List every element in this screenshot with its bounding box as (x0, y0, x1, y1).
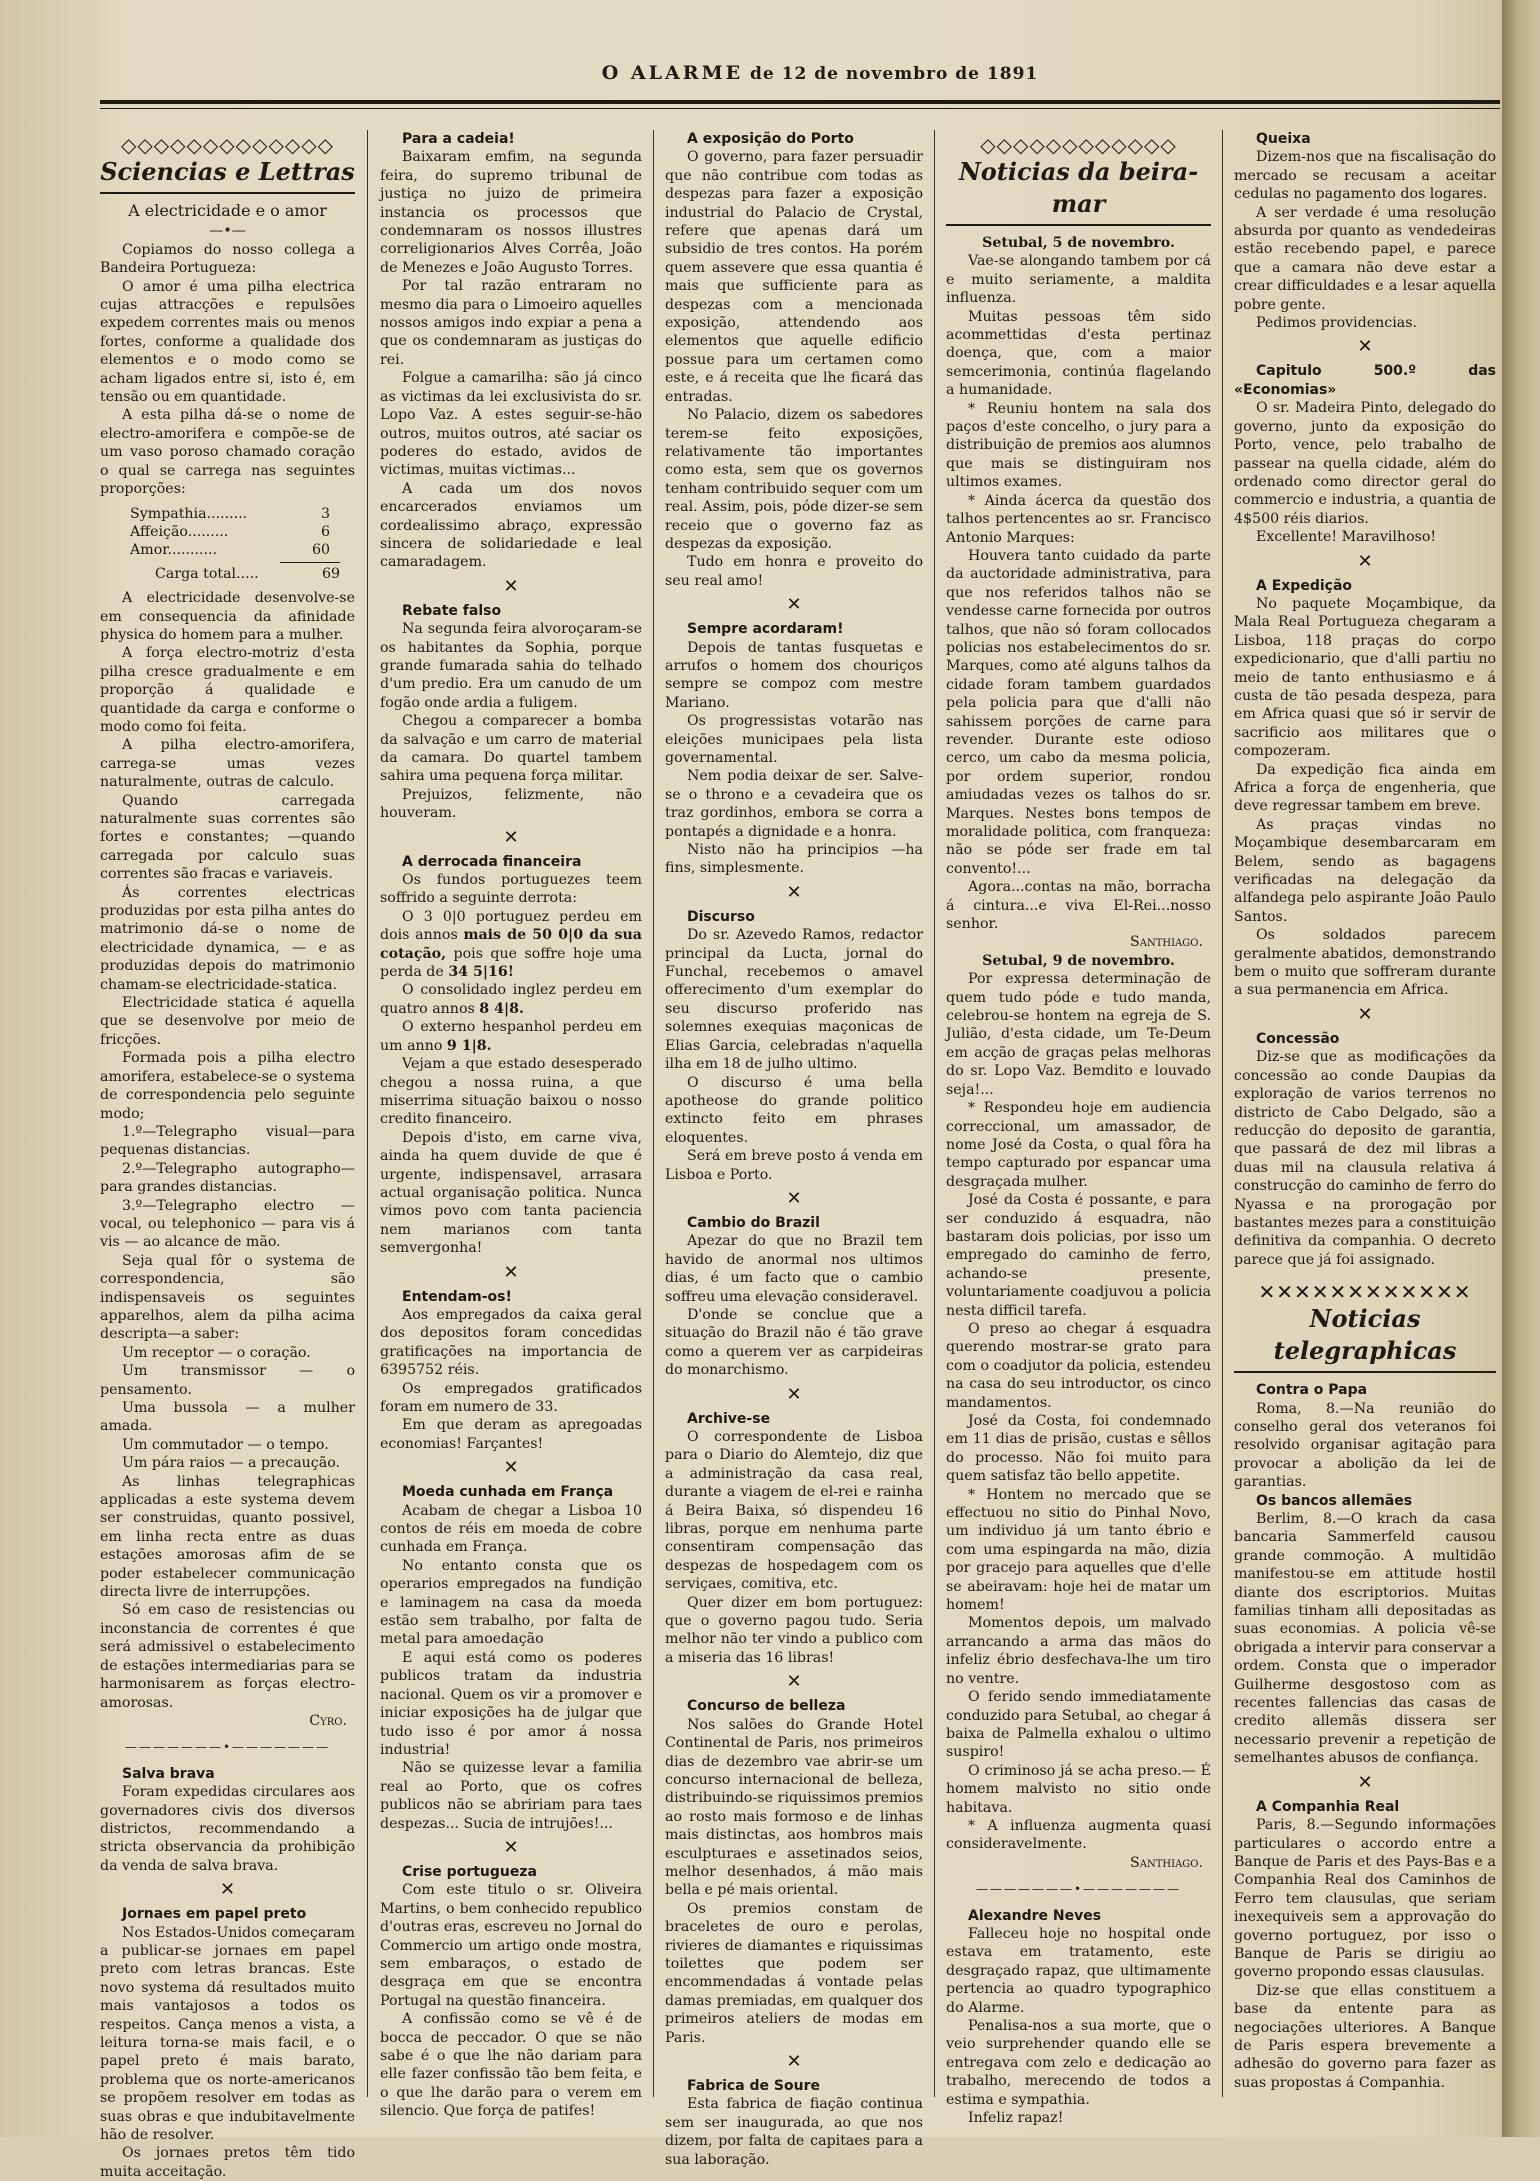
paragraph: O governo, para fazer persuadir que não contribue com todas as despezas para fazer a exposição industrial do Palacio de Crystal, refere que apenas dará um subsidio de tres contos. Ha porém quem assevere que essa quantia é mais que sufficiente para as despezas com a mencionada exposição, attendendo aos elementos que aquelle edificio possue para um certamen como este, e á receita que lhe ficará das entradas. (665, 149, 923, 405)
list-item: Um receptor — o coração. (122, 1344, 311, 1361)
paragraph: Baixaram emfim, na segunda feira, do supremo tribunal de justiça no juizo de primeira instancia os processos que condemnaram os nossos illustres correligionarios Alves Corrêa, João de Menezes e João Augusto Torres. (380, 149, 642, 276)
paragraph: D'onde se conclue que a situação do Brazil não é tão grave como a querem ver as carpideiras do monarchismo. (665, 1306, 923, 1379)
paragraph: O discurso é uma bella apotheose do grande politico extincto feito em phrases eloquentes. (665, 1074, 923, 1146)
paragraph: Acabam de chegar a Lisboa 10 contos de réis em moeda de cobre cunhada em França. (380, 1502, 642, 1556)
cross-divider: ✕ (786, 594, 802, 616)
paragraph: Depois d'isto, em carne viva, ainda ha quem duvide de que é urgente, indispensavel, arrasara actual organisação politica. Nunca vimos povo com tanta paciencia nem marianos com tanta semvergonha! (380, 1129, 642, 1257)
paragraph: Vae-se alongando tambem por cá e muito seriamente, a maldita influenza. (946, 253, 1211, 307)
article-heading: Contra o Papa (1256, 1382, 1368, 1399)
paragraph: Depois de tantas fusquetas e arrufos o homem dos chouriços sempre se compoz com mestre Mariano. (665, 639, 923, 711)
paragraph: Infeliz rapaz! (968, 2110, 1064, 2127)
paragraph: O correspondente de Lisboa para o Diario do Alemtejo, diz que a administração da casa real, durante a viagem de el-rei e rainha á Beira Baixa, só dispendeu 16 libras, porque em nenhuma parte consentiram compensação das despezas de hospedagem com os serviçaes, comitiva, etc. (665, 1429, 923, 1593)
paragraph: * Reuniu hontem na sala dos paços d'este concelho, o jury para a distribuição de premios aos alumnos que mais se distinguiram nos ultimos exames. (946, 400, 1211, 491)
paragraph: Paris, 8.—Segundo informações particulares o accordo entre a Banque de Paris et des Pays-Bas e a Companhia Real dos Caminhos de Ferro tem clausulas, que seriam inexequiveis sem a approvação do governo portuguez, por isso o Banque de Paris se dirigiu ao governo propondo essas clausulas. (1234, 1817, 1496, 1981)
section-title: Noticias da beira-mar (946, 156, 1211, 226)
paragraph: A força electro-motriz d'esta pilha cresce gradualmente e em proporção á qualidade e quantidade da carga e conforme o modo como foi feita. (100, 645, 355, 735)
paragraph: Os fundos portuguezes teem soffrido a seguinte derrota: (380, 872, 642, 907)
dateline: Setubal, 9 de novembro. (982, 952, 1175, 969)
signature: Cyro. (309, 1712, 347, 1729)
paragraph: Os progressistas votarão nas eleições municipaes pela lista governamental. (665, 713, 923, 766)
cross-divider: ✕ (786, 1187, 802, 1209)
paragraph: 3.º—Telegrapho electro — vocal, ou telephonico — para vis á vis — ao alcance de mão. (100, 1197, 355, 1251)
article-heading: Concessão (1256, 1030, 1340, 1047)
paragraph: Houvera tanto cuidado da parte da auctoridade administrativa, para que nos referidos talhos não se vendesse carne fornecida por outros talhos, que não só foram collocados policias nos estabelecimentos do sr. Marques, como até alguns talhos da cidade foram tambem guardados pela policia para que d'alli não sahissem porções de carne para revender. Durante este odioso cerco, um cabo da mesma policia, por ordem superior, rondou amiudadas vezes os talhos do sr. Marques. Nestes bons tempos de moralidade politica, com franqueza: não se póde ser frade em tal convento!... (946, 547, 1211, 877)
section-header (100, 134, 355, 194)
cross-divider: ✕ (1357, 1003, 1373, 1025)
cross-divider: ✕ (503, 1261, 519, 1283)
paragraph: Tudo em honra e proveito do seu real amo! (665, 554, 923, 589)
paragraph: O ferido sendo immediatamente conduzido para Setubal, ao chegar á baixa de Palmella exhalou o ultimo suspiro! (946, 1689, 1211, 1761)
paragraph: * A influenza augmenta quasi consideravelmente. (946, 1817, 1211, 1853)
paragraph: Ás correntes electricas produzidas por esta pilha antes do matrimonio dá-se o nome de electricidade dynamica, — e as produzidas depois do matrimonio chamam-se electricidade-statica. (100, 884, 355, 993)
paragraph: Apezar do que no Brazil tem havido de anormal nos ultimos dias, é um facto que o cambio soffreu uma elevação consideravel. (665, 1233, 923, 1305)
column-3 (665, 130, 923, 2168)
section-header (1234, 1281, 1496, 1373)
paragraph: Penalisa-nos a sua morte, que o veio surprehender quando elle se entregava com zelo e dedicação ao trabalho, merecendo de todos a estima e sympathia. (946, 2018, 1211, 2108)
list-item: Uma bussola — a mulher amada. (100, 1400, 355, 1435)
paragraph: Da expedição fica ainda em Africa a força de engenheria, que deve regressar tambem em breve. (1234, 761, 1496, 815)
paragraph: Nem podia deixar de ser. Salve-se o throno e a cevadeira que os traz gordinhos, embora se corra a pontapés a dignidade e a honra. (665, 768, 923, 840)
cross-divider: ✕ (503, 1836, 519, 1858)
paragraph: Agora...contas na mão, borracha á cintura...e viva El-Rei...nosso senhor. (946, 879, 1211, 933)
article-heading: Cambio do Brazil (687, 1214, 820, 1231)
paragraph: A pilha electro-amorifera, carrega-se umas vezes naturalmente, outras de calculo. (100, 737, 355, 791)
column-divider (934, 130, 935, 2097)
paragraph: Em que deram as apregoadas economias! Farçantes! (380, 1417, 642, 1452)
small-divider: —•— (209, 223, 246, 240)
paragraph: Os empregados gratificados foram em numero de 33. (380, 1380, 642, 1415)
paragraph: Copiamos do nosso collega a Bandeira Portugueza: (100, 241, 355, 277)
paragraph: 1.º—Telegrapho visual—para pequenas distancias. (100, 1123, 355, 1159)
paragraph: No paquete Moçambique, da Mala Real Portugueza chegaram a Lisboa, 118 praças do corpo expedicionario, que d'alli partiu no meio de tanto enthusiasmo e á custa de tão pesada despeza, para em Africa quasi que só ir servir de sacrificio aos militares que o compozeram. (1234, 595, 1496, 760)
ornament-row: ◇◇◇◇◇◇◇◇◇◇◇◇ (980, 133, 1177, 157)
paragraph: Aos empregados da caixa geral dos depositos foram concedidas gratificações na importancia de 6395752 réis. (380, 1306, 642, 1379)
paragraph: * Respondeu hoje em audiencia correccional, um amassador, de nome José da Costa, o qual fôra ha tempo capturado por espancar uma desgraçada mulher. (946, 1100, 1211, 1190)
paragraph: Formada pois a pilha electro amorifera, estabelece-se o systema de correspondencia pelo seguinte modo; (100, 1050, 355, 1122)
paragraph: Foram expedidas circulares aos governadores civis dos diversos districtos, recommendando a stricta observancia da prohibição da venda de salva brava. (100, 1784, 355, 1874)
paragraph: Na segunda feira alvoroçaram-se os habitantes da Sophia, porque grande fumarada sahia do telhado d'um predio. Era um canudo de um fogão onde ardia a fuligem. (380, 621, 642, 711)
paragraph: No Palacio, dizem os sabedores terem-se feito exposições, relativamente tão importantes como esta, sem que os governos tenham contribuido sequer com um real. Assim, pois, póde dizer-se sem receio que o governo faz as despezas da exposição. (665, 407, 923, 552)
article-heading: Os bancos allemães (1256, 1492, 1413, 1509)
paragraph: Berlim, 8.—O krach da casa bancaria Sammerfeld causou grande commoção. A multidão manifestou-se em attitude hostil diante dos escriptorios. Muitas familias tinham alli depositadas as suas economias. A policia vê-se obrigada a intervir para conservar a ordem. Consta que o imperador Guilherme desgostoso com as recentes fallencias das casas de credito allemãs dissera ser necessario prevenir a repetição de semelhantes abusos de confiança. (1234, 1511, 1496, 1767)
article-heading: A derrocada financeira (402, 853, 582, 870)
list-item: Um commutador — o tempo. (122, 1436, 329, 1453)
paragraph: A ser verdade é uma resolução absurda por quanto as vendedeiras estão recebendo papel, e parece que a camara não deve estar a crear difficuldades e a lesar aquella pobre gente. (1234, 204, 1496, 313)
masthead-title: O ALARME (601, 62, 744, 84)
article-heading: Salva brava (122, 1765, 215, 1782)
table-rule (280, 562, 340, 563)
article-heading: Entendam-os! (402, 1288, 512, 1305)
list-item: Um transmissor — o pensamento. (100, 1363, 355, 1398)
column-divider (653, 130, 654, 2097)
article-heading: Para a cadeia! (402, 131, 515, 147)
article-heading: Queixa (1256, 131, 1311, 147)
signature: Santhiago. (1130, 1854, 1203, 1871)
cross-divider: ✕ (503, 826, 519, 848)
table-row: Sympathia......... 3 (130, 505, 330, 522)
paragraph: No entanto consta que os operarios empregados na fundição e laminagem na casa da moeda estão sem trabalho, por falta de metal para amoedação (380, 1557, 642, 1648)
cross-divider: ✕ (786, 1383, 802, 1405)
paragraph: Os soldados parecem geralmente abatidos, demonstrando bem o muito que soffreram durante a sua permanencia em Africa. (1234, 927, 1496, 999)
article-heading: Capitulo 500.º das «Economias» (1234, 363, 1496, 398)
cross-divider: ✕ (219, 1879, 236, 1901)
cross-divider: ✕ (786, 881, 802, 903)
article-heading: Jornaes em papel preto (122, 1906, 307, 1923)
cross-divider: ✕ (786, 1671, 802, 1693)
article-heading: Sempre acordaram! (687, 621, 844, 638)
article-heading: Fabrica de Soure (687, 2078, 820, 2094)
paragraph: Electricidade statica é aquella que se desenvolve por meio de fricções. (100, 995, 355, 1048)
cross-divider: ✕ (503, 1457, 519, 1479)
paragraph: Prejuizos, felizmente, não houveram. (380, 786, 642, 822)
paragraph: As linhas telegraphicas applicadas a este systema devem ser construidas, quanto possivel, em linha recta entre as duas estações amorosas afim de se poder estabelecer communicação directa livre de interrupções. (100, 1473, 355, 1601)
article-heading: Discurso (687, 908, 755, 925)
paragraph: As praças vindas no Moçambique desembarcaram em Belem, sendo as bagagens verificadas na delegação da alfandega pelo aspirante João Paulo Santos. (1234, 816, 1496, 925)
paragraph: O externo hespanhol perdeu em um anno 9 1|8. (380, 1019, 642, 1054)
paragraph: Por expressa determinação de quem tudo póde e tudo manda, celebrou-se hontem na egreja de S. Julião, d'esta cidade, um Te-Deum em acção de graças pelas melhoras do sr. Lopo Vaz. Bemdito e louvado seja!... (946, 971, 1211, 1098)
section-header (946, 134, 1211, 226)
paragraph: 2.º—Telegrapho autographo—para grandes distancias. (100, 1160, 355, 1196)
column-1 (100, 130, 355, 2180)
paragraph: Nos salões do Grande Hotel Continental de Paris, nos primeiros dias de dezembro vae abrir-se um concurso internacional de belleza, distribuindo-se riquissimos premios ao rosto mais formoso e de linhas mais distinctas, aos hombros mais esculpturaes e assetinados seios, melhor desenhados, á mão mais bella e pé mais oriental. (665, 1716, 923, 1899)
paragraph: Não se quizesse levar a familia real ao Porto, que os cofres publicos não se abririam para taes despezas... Sucia de intrujões!... (380, 1760, 642, 1832)
paragraph: José da Costa é possante, e para ser conduzido á esquadra, não bastaram dois policias, por isso um empregado do caminho de ferro, achando-se presente, voluntariamente coadjuvou a policia nesta difficil tarefa. (946, 1192, 1211, 1319)
section-divider: ———————•——————— (124, 1740, 331, 1755)
article-heading: A Companhia Real (1256, 1798, 1400, 1815)
article-subtitle: A electricidade e o amor (128, 201, 327, 220)
ornament-row: ✕✕✕✕✕✕✕✕✕✕✕✕ (1258, 1280, 1472, 1305)
paragraph: Por tal razão entraram no mesmo dia para o Limoeiro aquelles nossos amigos indo expiar a pena a que os condemnaram as justiças do rei. (380, 278, 642, 368)
article-heading: A Expedição (1256, 577, 1353, 594)
column-2 (380, 130, 642, 2120)
article-heading: Alexandre Neves (968, 1907, 1102, 1924)
paragraph: * Hontem no mercado que se effectuou no sitio do Pinhal Novo, um individuo já um tanto ébrio e com uma espingarda na mão, dizia por gracejo para aquelles que d'elle se abeiravam: hoje hei de matar um homem! (946, 1486, 1211, 1614)
cross-divider: ✕ (786, 2051, 802, 2072)
list-item: Um pára raios — a precaução. (122, 1455, 340, 1472)
paragraph: Muitas pessoas têm sido acommettidas d'esta pertinaz doença, que, com a maior semcerimonia, continúa flagelando a humanidade. (946, 308, 1211, 399)
section-title: Noticias telegraphicas (1234, 1303, 1496, 1373)
paragraph: Com este titulo o sr. Oliveira Martins, o bem conhecido republico d'outras eras, escreveu no Jornal do Commercio um artigo onde mostra, sem embaraços, o estado de desgraça em que se encontra Portugal na questão financeira. (380, 1882, 642, 2009)
cross-divider: ✕ (503, 575, 519, 597)
paragraph: O preso ao chegar á esquadra querendo mostrar-se grato para com o coadjutor da policia, estendeu na casa do seu introductor, os cinco mandamentos. (946, 1320, 1211, 1411)
paragraph: Nisto não ha principios —ha fins, simplesmente. (665, 842, 923, 877)
paragraph: Folgue a camarilha: são já cinco as victimas da lei exclusivista do sr. Lopo Vaz. A estes seguir-se-hão outros, muitos outros, até saciar os poderes do estado, avidos de victimas, muitas victimas... (380, 370, 642, 479)
paragraph: A confissão como se vê é de bocca de peccador. O que se não sabe é o que lhe não dariam para elle fazer confissão tão bem feita, e o que lhe darão para o verem em silencio. Que força de patifes! (380, 2011, 642, 2120)
paragraph: Falleceu hoje no hospital onde estava em tratamento, este desgraçado rapaz, que ultimamente pertencia ao quadro typographico do Alarme. (946, 1925, 1211, 2016)
dateline: Setubal, 5 de novembro. (982, 235, 1175, 251)
paragraph: Os jornaes pretos têm tido muita acceitação. (100, 2145, 355, 2180)
paragraph: O sr. Madeira Pinto, delegado do governo, junto da exposição do Porto, vence, pelo trabalho de passear na quella cidade, além do ordenado como director geral do commercio e industria, a quantia de 4$500 réis diarios. (1234, 400, 1496, 527)
masthead (540, 62, 1100, 84)
paragraph: Roma, 8.—Na reunião do conselho geral dos veteranos foi resolvido organisar agitação para provocar a abolição da lei de garantias. (1234, 1400, 1496, 1491)
paragraph: Excellente! Maravilhoso! (1256, 529, 1437, 546)
signature: Santhiago. (1130, 934, 1203, 951)
column-4 (946, 130, 1211, 2127)
column-5 (1234, 130, 1496, 2097)
paragraph: Diz-se que ellas constituem a base da entente para as negociações ulteriores. A Banque de Paris espera brevemente a adhesão do governo para fazer as suas propostas á Companhia. (1234, 1982, 1496, 2091)
column-divider (1222, 130, 1223, 2097)
article-heading: Crise portugueza (402, 1863, 537, 1880)
paragraph: Nos Estados-Unidos começaram a publicar-se jornaes em papel preto com letras brancas. Este novo systema dá resultados muito mais vantajosos a todos os respeitos. Cança menos a vista, a leitura torna-se mais facil, e o papel preto é mais barato, problema que os norte-americanos se propõem resolver em todas as suas obras e que indubitavelmente hão de resolver. (100, 1924, 355, 2144)
paragraph: * Ainda ácerca da questão dos talhos pertencentes ao sr. Francisco Antonio Marques: (946, 492, 1211, 546)
paragraph: Momentos depois, um malvado arrancando a arma das mãos do infeliz ébrio desfechava-lhe um tiro no ventre. (946, 1615, 1211, 1687)
masthead-date: de 12 de novembro de 1891 (750, 64, 1039, 84)
article-heading: Moeda cunhada em França (402, 1484, 614, 1501)
paragraph: Esta fabrica de fiação continua sem ser inaugurada, ao que nos dizem, por falta de capitaes para a sua laboração. (665, 2096, 923, 2168)
paragraph: A cada um dos novos encarcerados enviamos um cordealissimo abraço, expressão sincera de solidariedade e leal camaradagem. (380, 480, 642, 571)
cross-divider: ✕ (1357, 550, 1373, 572)
paragraph: Do sr. Azevedo Ramos, redactor principal da Lucta, jornal do Funchal, recebemos o amavel offerecimento d'um exemplar do seu discurso proferido nas solemnes exequias maçonicas de Elias Garcia, celebradas n'aquella ilha em 18 de julho ultimo. (665, 927, 923, 1073)
paragraph: Diz-se que as modificações da concessão ao conde Daupias da exploração de varios terrenos no districto de Cabo Delgado, são a reducção do deposito de garantia, que passará de dez mil libras a duas mil na clausula relativa á construcção do caminho de ferro do Nyassa e na prorogação por bastantes mezes para a constituição definitiva da companhia. O decreto parece que já foi assignado. (1234, 1049, 1496, 1268)
table-row: Affeição......... 6 (130, 523, 330, 540)
paragraph: A electricidade desenvolve-se em consequencia da afinidade physica do homem para a mulher. (100, 590, 355, 643)
paragraph: Seja qual fôr o systema de correspondencia, são indispensaveis os seguintes apparelhos, alem da pilha acima descripta—a saber: (100, 1252, 355, 1343)
paragraph: A esta pilha dá-se o nome de electro-amorifera e compõe-se de um vaso poroso chamado coração o qual se carrega nas seguintes proporções: (100, 407, 355, 498)
paragraph: Os premios constam de braceletes de ouro e perolas, rivieres de diamantes e riquissimas toilettes que podem ser encommendadas á vontade pelas damas premiadas, em qualquer dos primeiros ateliers de modas em Paris. (665, 1900, 923, 2046)
paragraph: Pedimos providencias. (1256, 315, 1418, 332)
paragraph: Quando carregada naturalmente suas correntes são fortes e constantes; —quando carregada por calculo suas correntes são fracas e variaveis. (100, 792, 355, 883)
paragraph: Vejam a que estado desesperado chegou a nossa ruina, a que miserrima situação baixou o nosso credito financeiro. (380, 1056, 642, 1128)
paragraph: O consolidado inglez perdeu em quatro annos 8 4|8. (380, 982, 642, 1017)
cross-divider: ✕ (1357, 1771, 1373, 1793)
ornament-row: ◇◇◇◇◇◇◇◇◇◇◇◇◇ (121, 133, 334, 157)
top-rule (100, 100, 1500, 104)
charge-table (130, 505, 355, 584)
article-heading: Archive-se (687, 1410, 771, 1427)
section-title: Sciencias e Lettras (100, 156, 355, 194)
section-divider: ———————•——————— (975, 1882, 1182, 1897)
paragraph: Chegou a comparecer a bomba da salvação e um carro de material da camara. Do quartel tambem sahira uma pequena força militar. (380, 713, 642, 785)
top-rule-thin (100, 108, 1500, 109)
paragraph: José da Costa, foi condemnado em 11 dias de prisão, custas e sêllos do processo. Não foi muito para quem satisfaz tão bello appetite. (946, 1413, 1211, 1485)
paragraph: Será em breve posto á venda em Lisboa e Porto. (665, 1148, 923, 1183)
column-divider (367, 130, 368, 2097)
table-row: Amor........... 60 (130, 542, 330, 559)
paragraph: O 3 0|0 portuguez perdeu em dois annos mais de 50 0|0 da sua cotação, pois que soffre hoje uma perda de 34 5|16! (380, 908, 642, 981)
cross-divider: ✕ (1357, 336, 1373, 358)
article-heading: Rebate falso (402, 602, 502, 619)
paragraph: Dizem-nos que na fiscalisação do mercado se recusam a aceitar cedulas no pagamento dos logares. (1234, 149, 1496, 203)
paragraph: O amor é uma pilha electrica cujas attracções e repulsões expedem correntes mais ou menos fortes, conforme a qualidade dos elementos e o modo como se acham ligados entre si, isto é, em tensão ou em quantidade. (100, 278, 355, 406)
page-edge (1502, 0, 1540, 2137)
paragraph: E aqui está como os poderes publicos tratam da industria nacional. Quem os vir a promover e iniciar exposições ha de julgar que tudo isso é por amor á nossa industria! (380, 1649, 642, 1758)
paragraph: Quer dizer em bom portuguez: que o governo pagou tudo. Seria melhor não ter vindo a publico com a miseria das 16 libras! (665, 1594, 923, 1666)
paragraph: O criminoso já se acha preso.— É homem malvisto no sitio onde habitava. (946, 1762, 1211, 1816)
table-total: Carga total..... 69 (155, 565, 340, 582)
article-heading: A exposição do Porto (687, 131, 854, 147)
paragraph: Só em caso de resistencias ou inconstancia de correntes é que será admissivel o estabelecimento de estações intermediarias para se harmonisarem as forças electro-amorosas. (100, 1602, 355, 1711)
article-heading: Concurso de belleza (687, 1698, 846, 1715)
